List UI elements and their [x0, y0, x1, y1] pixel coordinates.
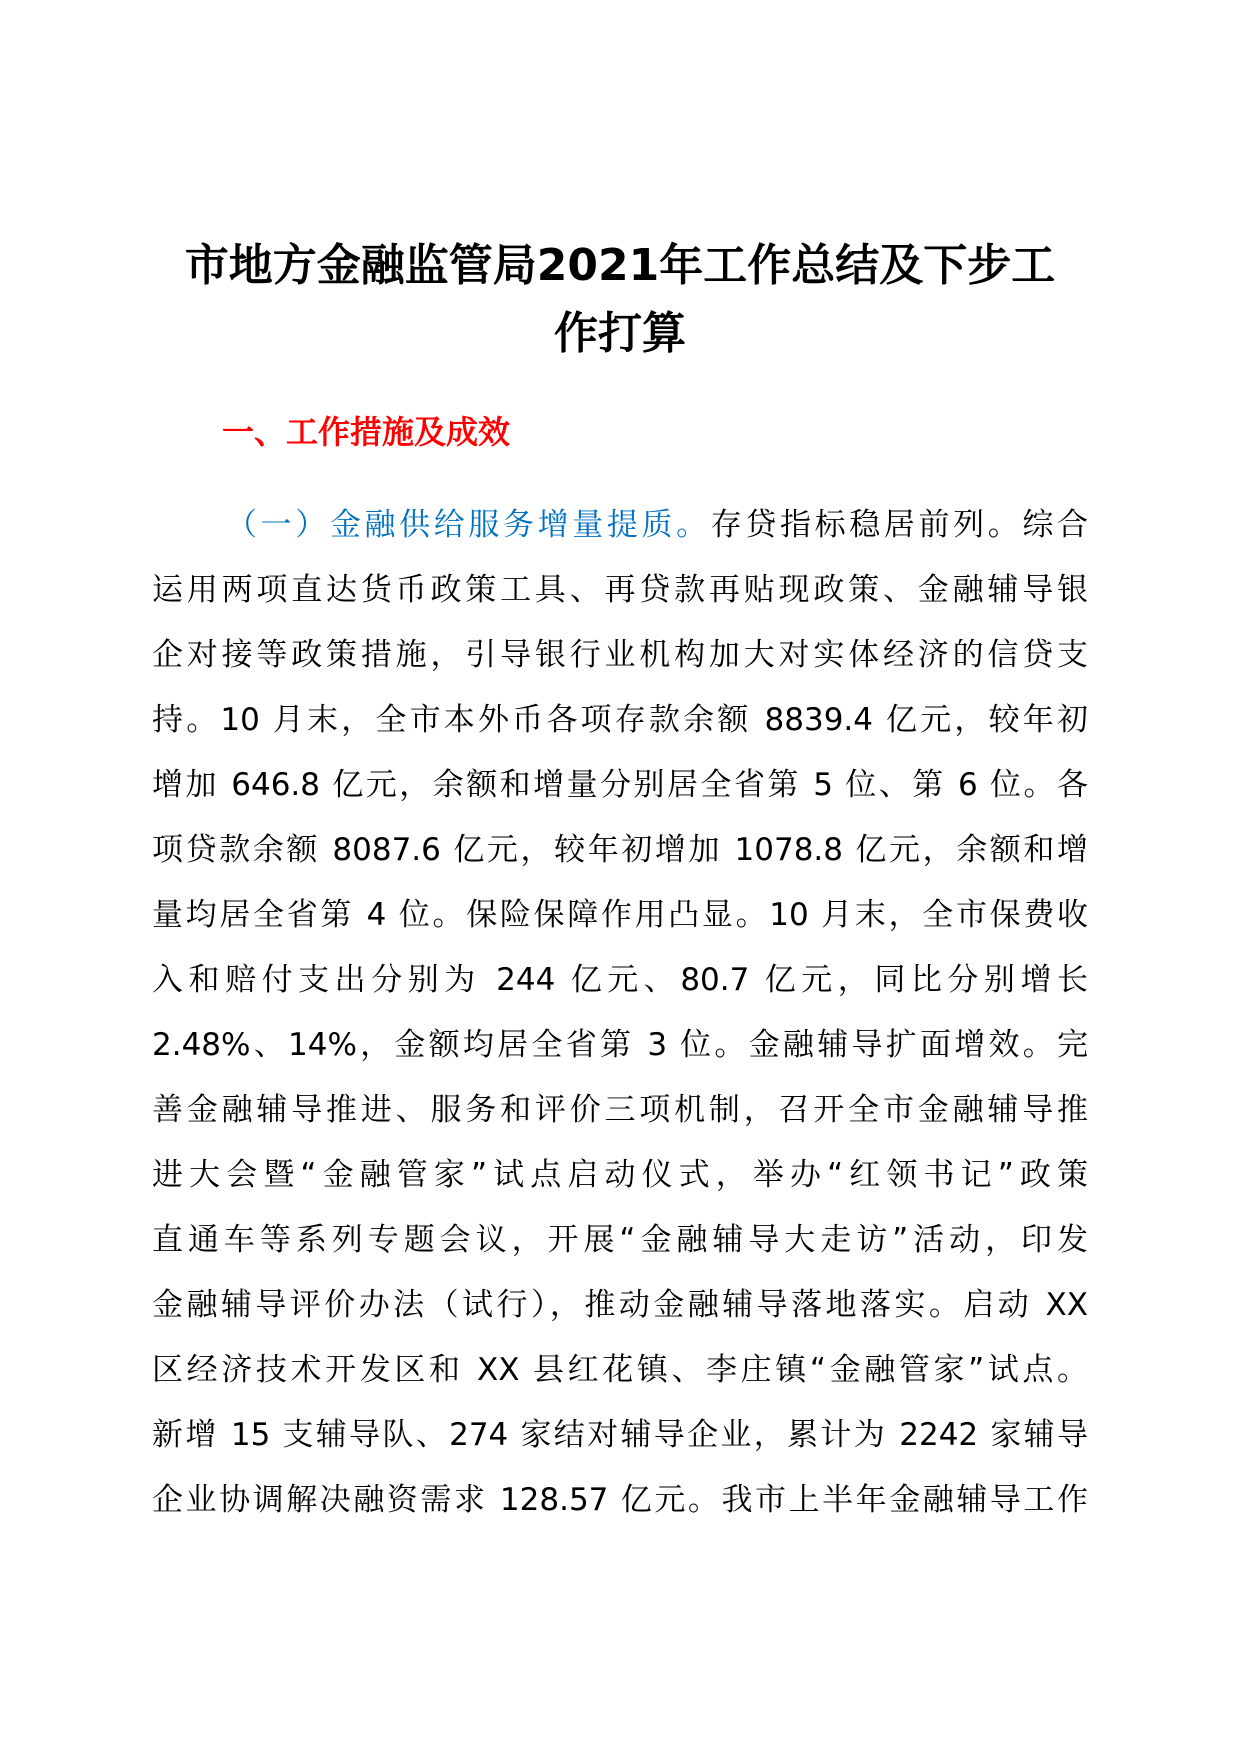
paragraph-line: 增加 646.8 亿元，余额和增量分别居全省第 5 位、第 6 位。各	[152, 767, 1088, 803]
paragraph-line: 入和赔付支出分别为 244 亿元、80.7 亿元，同比分别增长	[152, 962, 1088, 998]
body-paragraph	[152, 493, 1088, 1533]
paragraph-line: 进大会暨“金融管家”试点启动仪式，举办“红领书记”政策	[152, 1157, 1088, 1193]
paragraph-line: 持。10 月末，全市本外币各项存款余额 8839.4 亿元，较年初	[152, 702, 1088, 738]
paragraph-line: 新增 15 支辅导队、274 家结对辅导企业，累计为 2242 家辅导	[152, 1417, 1088, 1453]
paragraph-line: 金融辅导评价办法（试行），推动金融辅导落地落实。启动 XX	[152, 1287, 1088, 1323]
paragraph-line: 区经济技术开发区和 XX 县红花镇、李庄镇“金融管家”试点。	[152, 1352, 1088, 1388]
document-title-line-2: 作打算	[554, 308, 686, 359]
document-title-line-1: 市地方金融监管局2021年工作总结及下步工	[184, 240, 1056, 291]
paragraph-line: 直通车等系列专题会议，开展“金融辅导大走访”活动，印发	[152, 1222, 1088, 1258]
paragraph-line: 运用两项直达货币政策工具、再贷款再贴现政策、金融辅导银	[152, 572, 1088, 608]
document-title	[130, 232, 1110, 368]
paragraph-line: 2.48%、14%，金额均居全省第 3 位。金融辅导扩面增效。完	[152, 1027, 1088, 1063]
paragraph-line: 企业协调解决融资需求 128.57 亿元。我市上半年金融辅导工作	[152, 1482, 1088, 1518]
paragraph-line: 企对接等政策措施，引导银行业机构加大对实体经济的信贷支	[152, 637, 1088, 673]
paragraph-line-text: 存贷指标稳居前列。综合	[710, 507, 1088, 543]
paragraph-line: 项贷款余额 8087.6 亿元，较年初增加 1078.8 亿元，余额和增	[152, 832, 1088, 868]
paragraph-line: 量均居全省第 4 位。保险保障作用凸显。10 月末，全市保费收	[152, 897, 1088, 933]
paragraph-line	[152, 493, 1088, 558]
subsection-heading: （一）金融供给服务增量提质。	[226, 507, 711, 543]
section-heading: 一、工作措施及成效	[222, 413, 511, 451]
paragraph-line: 善金融辅导推进、服务和评价三项机制，召开全市金融辅导推	[152, 1092, 1088, 1128]
